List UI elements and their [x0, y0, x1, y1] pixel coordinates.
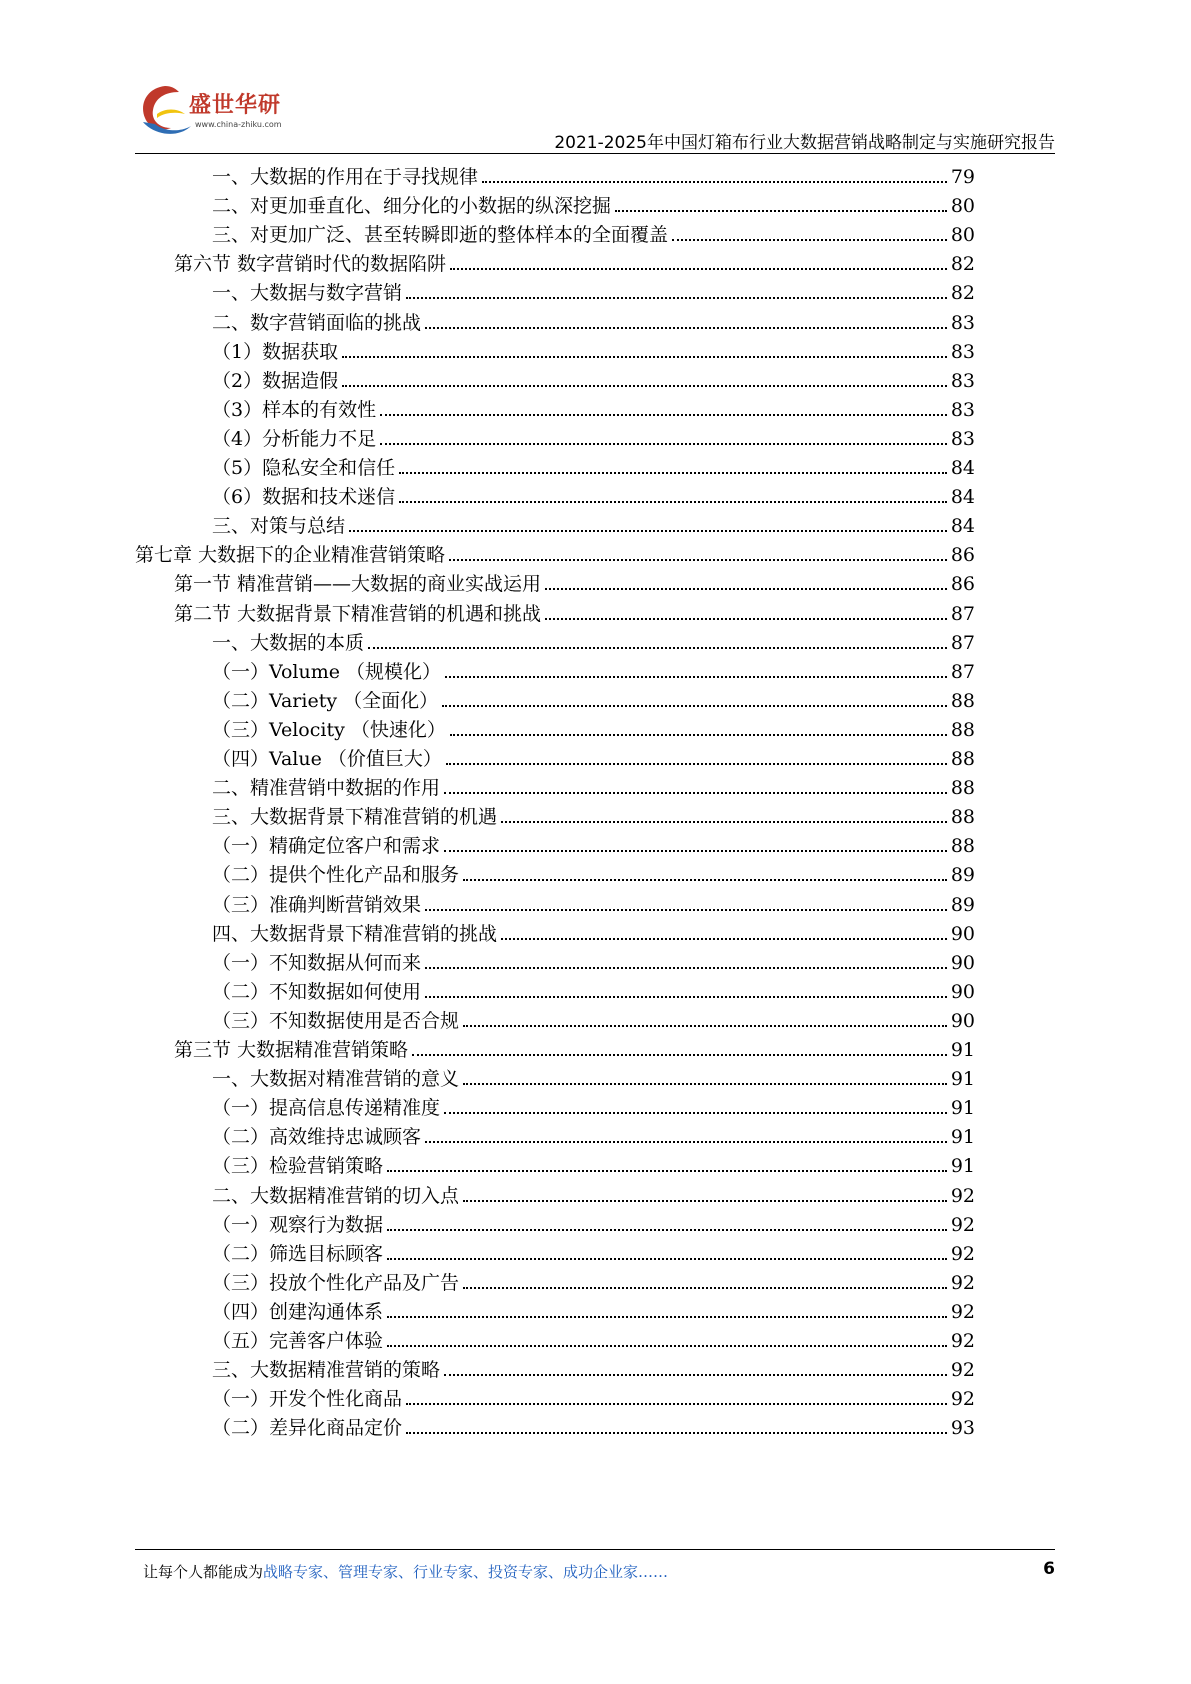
toc-leader-dots	[463, 1025, 947, 1027]
logo-url: www.china-zhiku.com	[195, 120, 282, 129]
toc-entry-label: （一）不知数据从何而来	[212, 951, 422, 974]
footer-slogan	[143, 1561, 668, 1582]
toc-entry-label: 第六节 数字营销时代的数据陷阱	[174, 253, 447, 276]
toc-entry[interactable]	[212, 363, 975, 393]
toc-entry[interactable]	[212, 305, 975, 335]
toc-leader-dots	[406, 1432, 947, 1434]
toc-entry-label: （二）差异化商品定价	[212, 1417, 403, 1440]
toc-leader-dots	[450, 734, 947, 736]
toc-entry-page: 86	[950, 573, 975, 596]
toc-leader-dots	[449, 559, 947, 561]
toc-leader-dots	[425, 996, 947, 998]
report-title: 2021-2025年中国灯箱布行业大数据营销战略制定与实施研究报告	[554, 133, 1055, 153]
toc-entry-page: 88	[950, 777, 975, 800]
toc-entry-label: 第三节 大数据精准营销策略	[174, 1039, 409, 1061]
toc-leader-dots	[463, 879, 947, 881]
toc-entry-page: 88	[950, 806, 975, 829]
toc-entry-page: 83	[950, 427, 975, 450]
toc-entry-label: 三、大数据精准营销的策略	[212, 1359, 441, 1382]
page-header	[135, 78, 1055, 158]
toc-leader-dots	[349, 530, 947, 532]
toc-entry-page: 80	[950, 224, 975, 247]
toc-entry[interactable]	[212, 799, 975, 829]
toc-entry[interactable]	[212, 450, 975, 480]
toc-entry-page: 90	[950, 951, 975, 974]
toc-entry-page: 91	[950, 1097, 975, 1120]
toc-entry[interactable]	[212, 392, 975, 422]
toc-entry-page: 84	[950, 486, 975, 509]
toc-entry-page: 84	[950, 515, 975, 538]
toc-entry-page: 83	[950, 311, 975, 334]
toc-entry[interactable]	[212, 741, 975, 771]
toc-entry-page: 92	[950, 1242, 975, 1265]
toc-entry-label: 第一节 精准营销——大数据的商业实战运用	[174, 573, 542, 596]
toc-entry-page: 83	[950, 369, 975, 392]
toc-entry[interactable]	[212, 421, 975, 451]
toc-entry[interactable]	[174, 566, 975, 596]
toc-leader-dots	[463, 1200, 947, 1202]
toc-leader-dots	[387, 1316, 947, 1318]
toc-entry-page: 82	[950, 253, 975, 276]
toc-entry-label: 三、对策与总结	[212, 515, 346, 538]
toc-leader-dots	[463, 1083, 947, 1085]
toc-entry-page: 92	[950, 1300, 975, 1323]
toc-leader-dots	[380, 414, 947, 416]
toc-entry[interactable]	[212, 683, 975, 713]
toc-leader-dots	[482, 181, 947, 183]
toc-leader-dots	[501, 938, 947, 940]
toc-entry-label: 二、对更加垂直化、细分化的小数据的纵深挖掘	[212, 195, 612, 218]
toc-entry[interactable]	[212, 508, 975, 538]
toc-leader-dots	[425, 967, 947, 969]
toc-entry-page: 92	[950, 1271, 975, 1294]
toc-leader-dots	[387, 1170, 947, 1172]
toc-entry[interactable]	[212, 1119, 975, 1149]
toc-entry[interactable]	[212, 479, 975, 509]
toc-entry-page: 87	[950, 631, 975, 654]
toc-entry[interactable]	[212, 1294, 975, 1324]
toc-entry-label: （4）分析能力不足	[212, 427, 377, 450]
toc-entry-label: （四）创建沟通体系	[212, 1300, 384, 1323]
toc-entry-page: 92	[950, 1330, 975, 1352]
toc-entry[interactable]	[212, 275, 975, 305]
toc-entry[interactable]	[212, 1090, 975, 1120]
toc-entry-page: 91	[950, 1068, 975, 1091]
toc-entry-label: （四）Value （价值巨大）	[212, 748, 442, 770]
toc-entry[interactable]	[212, 1323, 975, 1353]
toc-entry-label: 三、大数据背景下精准营销的机遇	[212, 806, 498, 829]
toc-entry-label: （三）不知数据使用是否合规	[212, 1009, 460, 1032]
toc-entry-page: 86	[950, 544, 975, 567]
toc-entry-label: 第七章 大数据下的企业精准营销策略	[135, 544, 446, 567]
toc-entry-page: 91	[950, 1126, 975, 1149]
toc-leader-dots	[425, 909, 947, 911]
toc-entry-page: 90	[950, 1009, 975, 1032]
toc-entry[interactable]	[212, 654, 975, 684]
toc-leader-dots	[444, 1112, 947, 1114]
toc-entry[interactable]	[135, 537, 975, 567]
toc-leader-dots	[501, 821, 947, 823]
toc-entry-page: 92	[950, 1213, 975, 1236]
toc-entry-label: （五）完善客户体验	[212, 1330, 384, 1352]
toc-entry[interactable]	[212, 1061, 975, 1091]
toc-leader-dots	[545, 618, 947, 620]
toc-leader-dots	[444, 792, 947, 794]
toc-entry-label: （三）投放个性化产品及广告	[212, 1271, 460, 1294]
toc-entry[interactable]	[212, 1178, 975, 1208]
toc-entry-label: （二）不知数据如何使用	[212, 980, 422, 1003]
toc-entry-page: 92	[950, 1359, 975, 1382]
toc-entry-label: （二）高效维持忠诚顾客	[212, 1126, 422, 1149]
toc-entry-page: 88	[950, 748, 975, 770]
toc-entry-label: （三）准确判断营销效果	[212, 893, 422, 916]
toc-leader-dots	[545, 588, 947, 590]
toc-entry-label: （一）提高信息传递精准度	[212, 1097, 441, 1120]
toc-entry-label: 二、大数据精准营销的切入点	[212, 1184, 460, 1207]
toc-entry-label: （二）筛选目标顾客	[212, 1242, 384, 1265]
toc-leader-dots	[406, 297, 947, 299]
toc-entry-label: 三、对更加广泛、甚至转瞬即逝的整体样本的全面覆盖	[212, 224, 669, 247]
toc-entry[interactable]	[212, 334, 975, 364]
toc-entry-page: 88	[950, 718, 975, 741]
toc-entry-label: （二）提供个性化产品和服务	[212, 864, 460, 887]
page-number: 6	[1043, 1559, 1055, 1579]
footer-slogan-lead: 让每个人都能成为	[143, 1563, 264, 1581]
toc-entry-page: 83	[950, 398, 975, 421]
toc-entry-label: 四、大数据背景下精准营销的挑战	[212, 922, 498, 945]
toc-leader-dots	[463, 1287, 947, 1289]
toc-leader-dots	[672, 239, 947, 241]
toc-leader-dots	[446, 763, 947, 765]
toc-entry-page: 80	[950, 195, 975, 218]
toc-entry[interactable]	[212, 1410, 975, 1440]
toc-leader-dots	[342, 356, 947, 358]
toc-entry-label: （一）开发个性化商品	[212, 1388, 403, 1411]
toc-entry-page: 87	[950, 660, 975, 683]
toc-entry-page: 92	[950, 1388, 975, 1411]
toc-leader-dots	[412, 1054, 947, 1056]
toc-leader-dots	[444, 850, 947, 852]
toc-entry[interactable]	[174, 1032, 975, 1062]
toc-entry-label: （3）样本的有效性	[212, 398, 377, 421]
toc-entry[interactable]	[212, 625, 975, 655]
toc-entry-label: 第二节 大数据背景下精准营销的机遇和挑战	[174, 602, 542, 625]
toc-leader-dots	[444, 1374, 947, 1376]
toc-leader-dots	[399, 501, 947, 503]
toc-entry[interactable]	[212, 770, 975, 800]
toc-leader-dots	[425, 327, 947, 329]
toc-entry[interactable]	[212, 188, 975, 218]
toc-leader-dots	[442, 705, 947, 707]
toc-entry[interactable]	[174, 596, 975, 626]
toc-leader-dots	[615, 210, 947, 212]
toc-leader-dots	[406, 1403, 947, 1405]
toc-entry-page: 89	[950, 893, 975, 916]
toc-entry-page: 87	[950, 602, 975, 625]
toc-leader-dots	[380, 443, 947, 445]
toc-entry[interactable]	[174, 246, 975, 276]
footer-slogan-roles: 战略专家、管理专家、行业专家、投资专家、成功企业家……	[263, 1563, 669, 1581]
toc-leader-dots	[445, 676, 947, 678]
toc-entry-label: 一、大数据对精准营销的意义	[212, 1068, 460, 1091]
toc-leader-dots	[342, 385, 947, 387]
toc-leader-dots	[387, 1345, 947, 1347]
toc-entry-page: 82	[950, 282, 975, 305]
toc-entry-label: 二、精准营销中数据的作用	[212, 777, 441, 800]
toc-entry-page: 91	[950, 1155, 975, 1178]
toc-entry[interactable]	[212, 916, 975, 946]
toc-leader-dots	[368, 647, 947, 649]
logo-text: 盛世华研	[189, 93, 282, 118]
toc-entry[interactable]	[212, 159, 975, 189]
toc-entry-page: 89	[950, 864, 975, 887]
toc-entry-label: （三）Velocity （快速化）	[212, 718, 446, 741]
toc-entry[interactable]	[212, 1381, 975, 1411]
header-divider	[135, 153, 1055, 154]
footer-divider	[135, 1549, 1055, 1550]
toc-entry[interactable]	[212, 1207, 975, 1237]
toc-entry-label: （三）检验营销策略	[212, 1155, 384, 1178]
toc-entry-page: 84	[950, 457, 975, 479]
toc-entry-label: （2）数据造假	[212, 369, 339, 392]
toc-entry[interactable]	[212, 857, 975, 887]
toc-entry-label: 一、大数据与数字营销	[212, 282, 403, 305]
toc-leader-dots	[387, 1229, 947, 1231]
toc-entry-page: 88	[950, 835, 975, 858]
toc-entry[interactable]	[212, 217, 975, 247]
toc-entry-page: 88	[950, 689, 975, 712]
toc-entry-label: （1）数据获取	[212, 340, 339, 363]
toc-entry-label: （一）观察行为数据	[212, 1213, 384, 1236]
toc-entry-page: 91	[950, 1039, 975, 1061]
toc-entry-page: 93	[950, 1417, 975, 1440]
toc-entry-label: （一）精确定位客户和需求	[212, 835, 441, 858]
toc-entry-label: 二、数字营销面临的挑战	[212, 311, 422, 334]
toc-entry-page: 79	[950, 166, 975, 188]
toc-entry-label: 一、大数据的作用在于寻找规律	[212, 166, 479, 188]
toc-entry[interactable]	[212, 974, 975, 1004]
toc-entry[interactable]	[212, 712, 975, 742]
toc-entry[interactable]	[212, 1352, 975, 1382]
toc-entry[interactable]	[212, 1265, 975, 1295]
toc-entry[interactable]	[212, 1003, 975, 1033]
toc-entry-page: 83	[950, 340, 975, 363]
toc-leader-dots	[387, 1258, 947, 1260]
toc-leader-dots	[399, 472, 947, 474]
toc-entry[interactable]	[212, 1148, 975, 1178]
toc-entry-page: 90	[950, 922, 975, 945]
toc-entry[interactable]	[212, 828, 975, 858]
toc-entry-label: （一）Volume （规模化）	[212, 660, 442, 683]
toc-entry[interactable]	[212, 887, 975, 917]
toc-entry-page: 92	[950, 1184, 975, 1207]
toc-entry-page: 90	[950, 980, 975, 1003]
toc-entry[interactable]	[212, 1236, 975, 1266]
toc-leader-dots	[450, 268, 947, 270]
toc-entry-label: 一、大数据的本质	[212, 631, 365, 654]
toc-entry[interactable]	[212, 945, 975, 975]
toc-entry-label: （5）隐私安全和信任	[212, 457, 396, 479]
toc-entry-label: （二）Variety （全面化）	[212, 689, 439, 712]
toc-entry-label: （6）数据和技术迷信	[212, 486, 396, 509]
toc-leader-dots	[425, 1141, 947, 1143]
